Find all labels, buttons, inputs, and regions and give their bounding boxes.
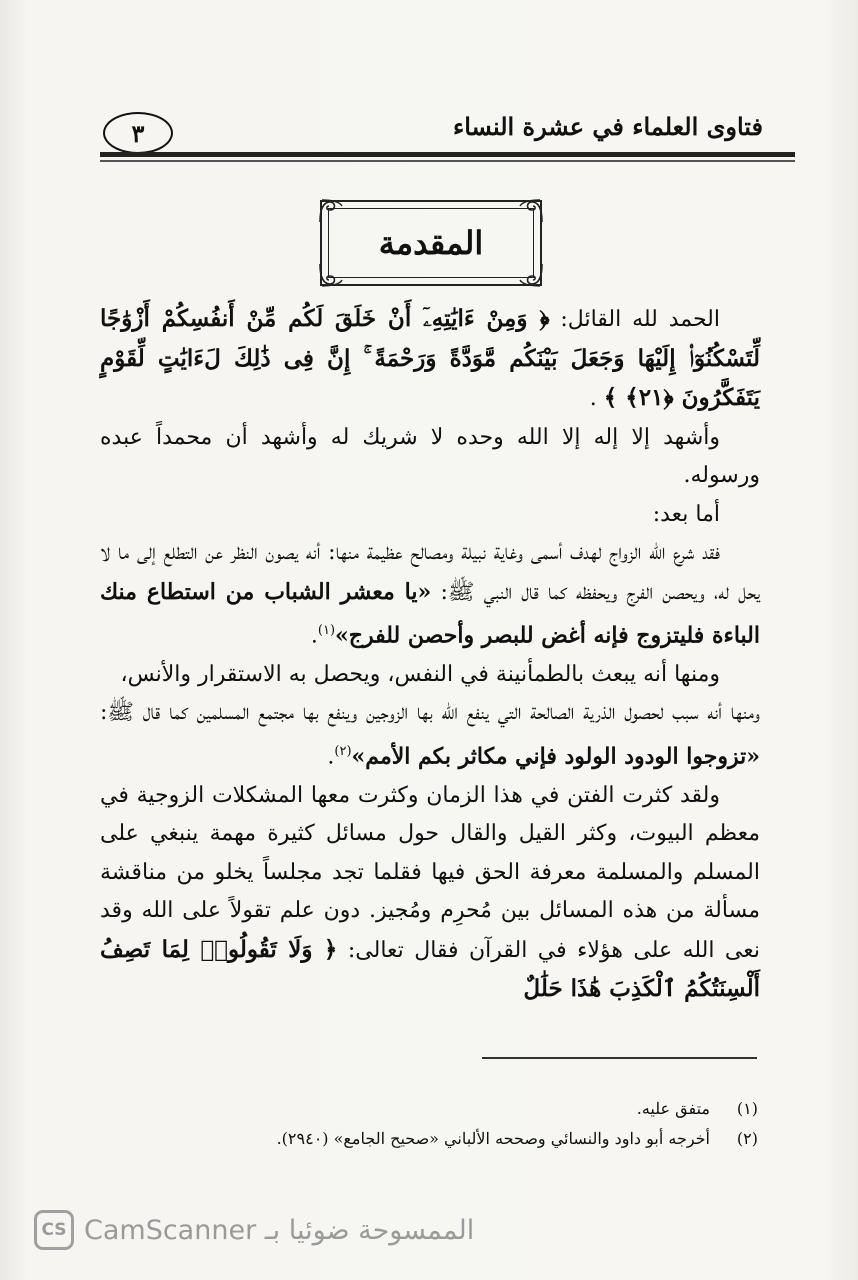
- corner-ornament-icon: [518, 198, 544, 224]
- hadith-quote: «تزوجوا الودود الولود فإني مكاثر بكم الأمم»: [351, 743, 760, 770]
- opening-text: الحمد لله القائل:: [560, 307, 720, 332]
- footnote-item: [98, 1094, 758, 1124]
- footnote-ref: (٢): [334, 743, 352, 759]
- sentence-end: .: [589, 386, 597, 411]
- hadith-quote: «يا معشر الشباب من استطاع منك الباءة فليتزوج فإنه أغض للبصر وأحصن للفرج»: [100, 578, 760, 649]
- paragraph-tranquility: ومنها أنه يبعث بالطمأنينة في النفس، ويحصل به الاستقرار والأنس،: [120, 661, 720, 687]
- corner-ornament-icon: [318, 198, 344, 224]
- header-rule-thin: [100, 160, 795, 162]
- paragraph-text: ولقد كثرت الفتن في هذا الزمان وكثرت معها المشكلات الزوجية في معظم البيوت، وكثر القيل والقال حول مسائل كثيرة مهمة ينبغي على المسلم والمسلمة معرفة الحق فيها فقلما تجد مجلساً يخلو من مناقشة مسألة من هذه المسائل بين مُحرِم ومُجيز. دون علم تقولاً على الله وقد نعى الله على هؤلاء في القرآن فقال تعالى:: [100, 782, 760, 963]
- paragraph-amma-bad: أما بعد:: [652, 501, 720, 527]
- paragraph-opening: [100, 300, 760, 419]
- header-rule: [100, 152, 795, 157]
- section-title: المقدمة: [378, 224, 484, 262]
- paragraph-shahada: وأشهد إلا إله إلا الله وحده لا شريك له وأشهد أن محمداً عبده ورسوله.: [100, 424, 760, 488]
- running-header-title: فتاوى العلماء في عشرة النساء: [452, 112, 763, 141]
- footnotes: [98, 1094, 758, 1154]
- page-number: ٣: [103, 112, 173, 154]
- quran-verse: ﴿ وَمِنْ ءَايَٰتِهِۦٓ أَنْ خَلَقَ لَكُم مِّنْ أَنفُسِكُمْ أَزْوَٰجًا لِّتَسْكُنُوٓا۟ إِلَيْهَا وَجَعَلَ بَيْنَكُم مَّوَدَّةً وَرَحْمَةً ۚ إِنَّ فِى ذَٰلِكَ لَءَايَٰتٍ لِّقَوْمٍ يَتَفَكَّرُونَ ﴿٢١﴾ ﴾: [100, 305, 760, 411]
- paragraph-marriage-purpose: فقد شرع الله الزواج لهدف أسمى وغاية نبيلة ومصالح عظيمة منها: أنه يصون النظر عن التطلع إلى ما لا يحل له، ويحصن الفرج ويحفظه كما قال النبي ﷺ: «يا معشر الشباب من استطاع منك الباءة فليتزوج فإنه أغض للبصر وأحصن للفرج»$^{(١)}$.: [100, 540, 760, 649]
- footnote-text: متفق عليه.: [636, 1099, 710, 1118]
- paragraph-text: فقد شرع الله الزواج لهدف أسمى وغاية نبيلة ومصالح عظيمة منها: أنه يصون النظر عن التطلع إلى ما لا يحل له، ويحصن الفرج ويحفظه كما قال النبي ﷺ:: [100, 540, 760, 605]
- corner-ornament-icon: [318, 262, 344, 288]
- footnote-number: (١): [736, 1099, 758, 1118]
- camscanner-logo-icon: CS: [34, 1210, 74, 1250]
- footnote-separator: [482, 1057, 757, 1059]
- footnote-text: أخرجه أبو داود والنسائي وصححه الألباني «صحيح الجامع» (٢٩٤٠).: [276, 1129, 710, 1148]
- footnote-ref: (١): [317, 623, 336, 638]
- quran-verse: ﴿ وَلَا تَقُولُوا۟ لِمَا تَصِفُ أَلْسِنَتُكُمُ ٱلْكَذِبَ هَٰذَا حَلَٰلٌ: [100, 935, 760, 1003]
- watermark-text: CamScanner الممسوحة ضوئيا بـ: [84, 1214, 475, 1246]
- paragraph-offspring: ومنها أنه سبب لحصول الذرية الصالحة التي ينفع الله بها الزوجين وينفع بها مجتمع المسلمين كما قال ﷺ: «تزوجوا الودود الولود فإني مكاثر بكم الأمم»$^{(٢)}$.: [100, 700, 760, 770]
- footnote-item: [98, 1124, 758, 1154]
- paragraph-trials: [100, 777, 760, 1010]
- section-title-frame: [320, 200, 542, 286]
- paragraph-text: ومنها أنه سبب لحصول الذرية الصالحة التي ينفع الله بها الزوجين وينفع بها مجتمع المسلمين كما قال ﷺ:: [100, 700, 760, 726]
- corner-ornament-icon: [518, 262, 544, 288]
- body-text: [100, 300, 760, 1010]
- footnote-number: (٢): [736, 1129, 758, 1148]
- camscanner-watermark: [34, 1208, 474, 1252]
